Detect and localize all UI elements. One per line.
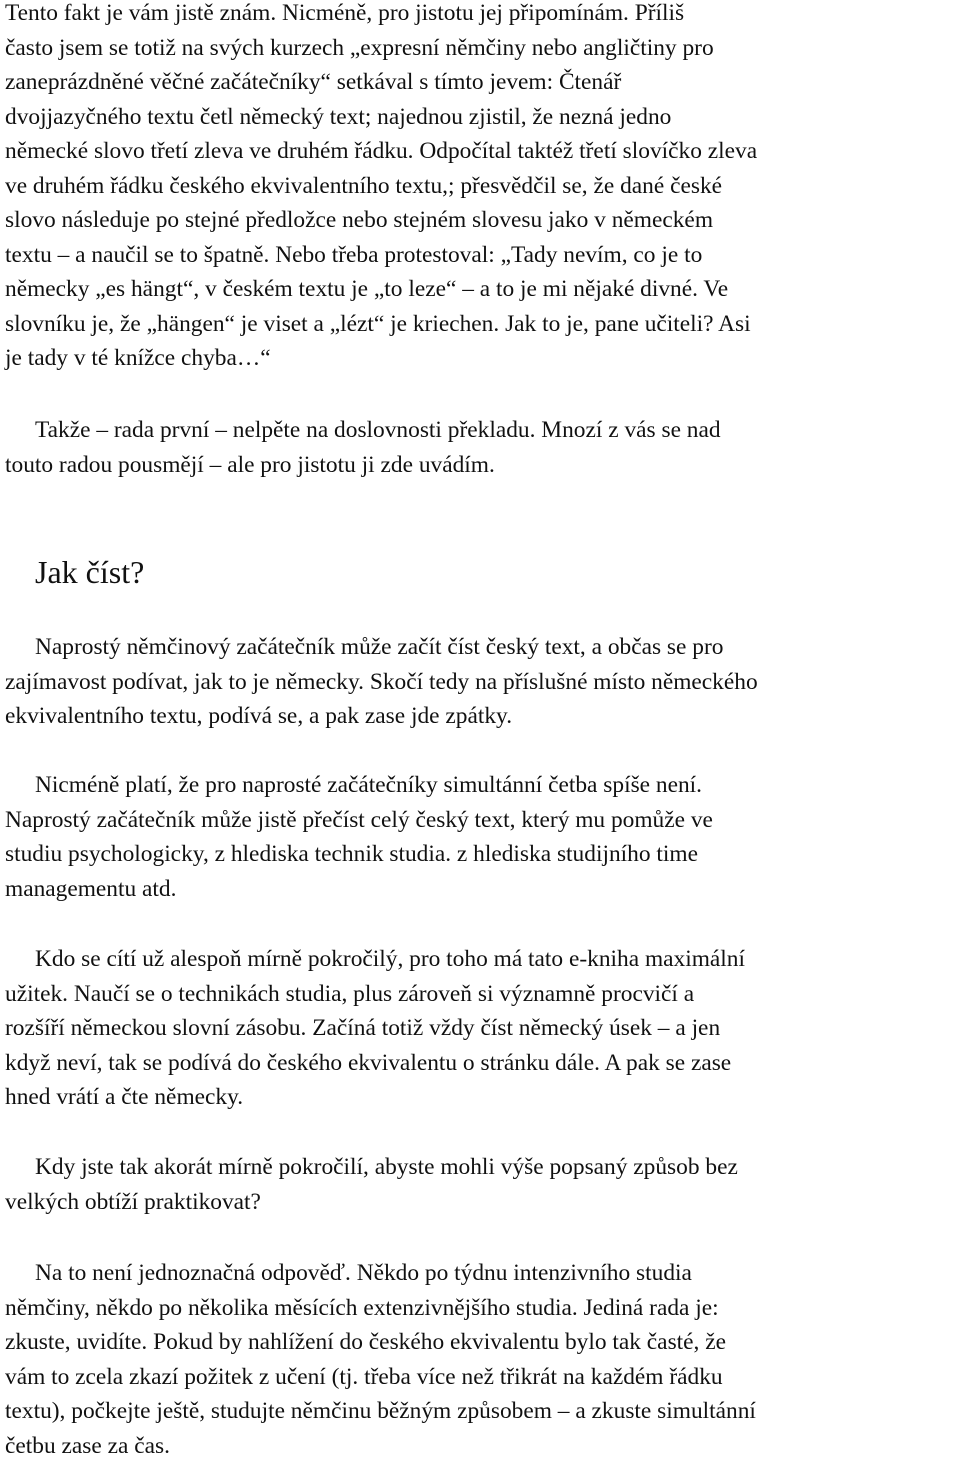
- paragraph-simultaneous-reading: [5, 768, 955, 906]
- text-line: rozšíří německou slovní zásobu. Začíná totiž vždy číst německý úsek – a jen: [5, 1011, 955, 1046]
- text-line: vám to zcela zkazí požitek z učení (tj. třeba více než třikrát na každém řádku: [5, 1360, 955, 1395]
- text-line: velkých obtíží praktikovat?: [5, 1185, 955, 1220]
- text-line: zaneprázdněné věčné začátečníky“ setkával s tímto jevem: Čtenář: [5, 65, 955, 100]
- paragraph-beginner-reading: [5, 630, 955, 734]
- paragraph-advanced: [5, 942, 955, 1115]
- text-line: ve druhém řádku českého ekvivalentního textu,; přesvědčil se, že dané české: [5, 169, 955, 204]
- text-line: slovo následuje po stejné předložce nebo stejném slovesu jako v německém: [5, 203, 955, 238]
- text-line: ekvivalentního textu, podívá se, a pak zase jde zpátky.: [5, 699, 955, 734]
- text-line: hned vrátí a čte německy.: [5, 1080, 955, 1115]
- text-line: Nicméně platí, že pro naprosté začátečníky simultánní četba spíše není.: [5, 768, 955, 803]
- section-heading: Jak číst?: [35, 552, 144, 592]
- paragraph-advice-first: [5, 413, 955, 482]
- paragraph-answer: [5, 1256, 955, 1463]
- text-line: německé slovo třetí zleva ve druhém řádku. Odpočítal taktéž třetí slovíčko zleva: [5, 134, 955, 169]
- text-line: četbu zase za čas.: [5, 1429, 955, 1463]
- text-line: Takže – rada první – nelpěte na doslovnosti překladu. Mnozí z vás se nad: [5, 413, 955, 448]
- text-line: němčiny, někdo po několika měsících extenzivnějšího studia. Jediná rada je:: [5, 1291, 955, 1326]
- text-line: když neví, tak se podívá do českého ekvivalentu o stránku dále. A pak se zase: [5, 1046, 955, 1081]
- text-line: často jsem se totiž na svých kurzech „expresní němčiny nebo angličtiny pro: [5, 31, 955, 66]
- text-line: Naprostý němčinový začátečník může začít číst český text, a občas se pro: [5, 630, 955, 665]
- text-line: managementu atd.: [5, 872, 955, 907]
- text-line: touto radou pousmějí – ale pro jistotu ji zde uvádím.: [5, 448, 955, 483]
- text-line: slovníku je, že „hängen“ je viset a „lézt“ je kriechen. Jak to je, pane učiteli? Asi: [5, 307, 955, 342]
- text-line: zkuste, uvidíte. Pokud by nahlížení do českého ekvivalentu bylo tak časté, že: [5, 1325, 955, 1360]
- text-line: Kdy jste tak akorát mírně pokročilí, abyste mohli výše popsaný způsob bez: [5, 1150, 955, 1185]
- text-line: Tento fakt je vám jistě znám. Nicméně, pro jistotu jej připomínám. Příliš: [5, 0, 955, 31]
- paragraph-intro: [5, 0, 955, 376]
- text-line: Na to není jednoznačná odpověď. Někdo po týdnu intenzivního studia: [5, 1256, 955, 1291]
- text-line: užitek. Naučí se o technikách studia, plus zároveň si významně procvičí a: [5, 977, 955, 1012]
- text-line: textu – a naučil se to špatně. Nebo třeba protestoval: „Tady nevím, co je to: [5, 238, 955, 273]
- text-line: Kdo se cítí už alespoň mírně pokročilý, pro toho má tato e-kniha maximální: [5, 942, 955, 977]
- text-line: je tady v té knížce chyba…“: [5, 341, 955, 376]
- text-line: textu), počkejte ještě, studujte němčinu běžným způsobem – a zkuste simultánní: [5, 1394, 955, 1429]
- text-line: studiu psychologicky, z hlediska technik studia. z hlediska studijního time: [5, 837, 955, 872]
- text-line: zajímavost podívat, jak to je německy. Skočí tedy na příslušné místo německého: [5, 665, 955, 700]
- text-line: dvojjazyčného textu četl německý text; najednou zjistil, že nezná jedno: [5, 100, 955, 135]
- paragraph-question: [5, 1150, 955, 1219]
- text-line: Naprostý začátečník může jistě přečíst celý český text, který mu pomůže ve: [5, 803, 955, 838]
- text-line: německy „es hängt“, v českém textu je „to leze“ – a to je mi nějaké divné. Ve: [5, 272, 955, 307]
